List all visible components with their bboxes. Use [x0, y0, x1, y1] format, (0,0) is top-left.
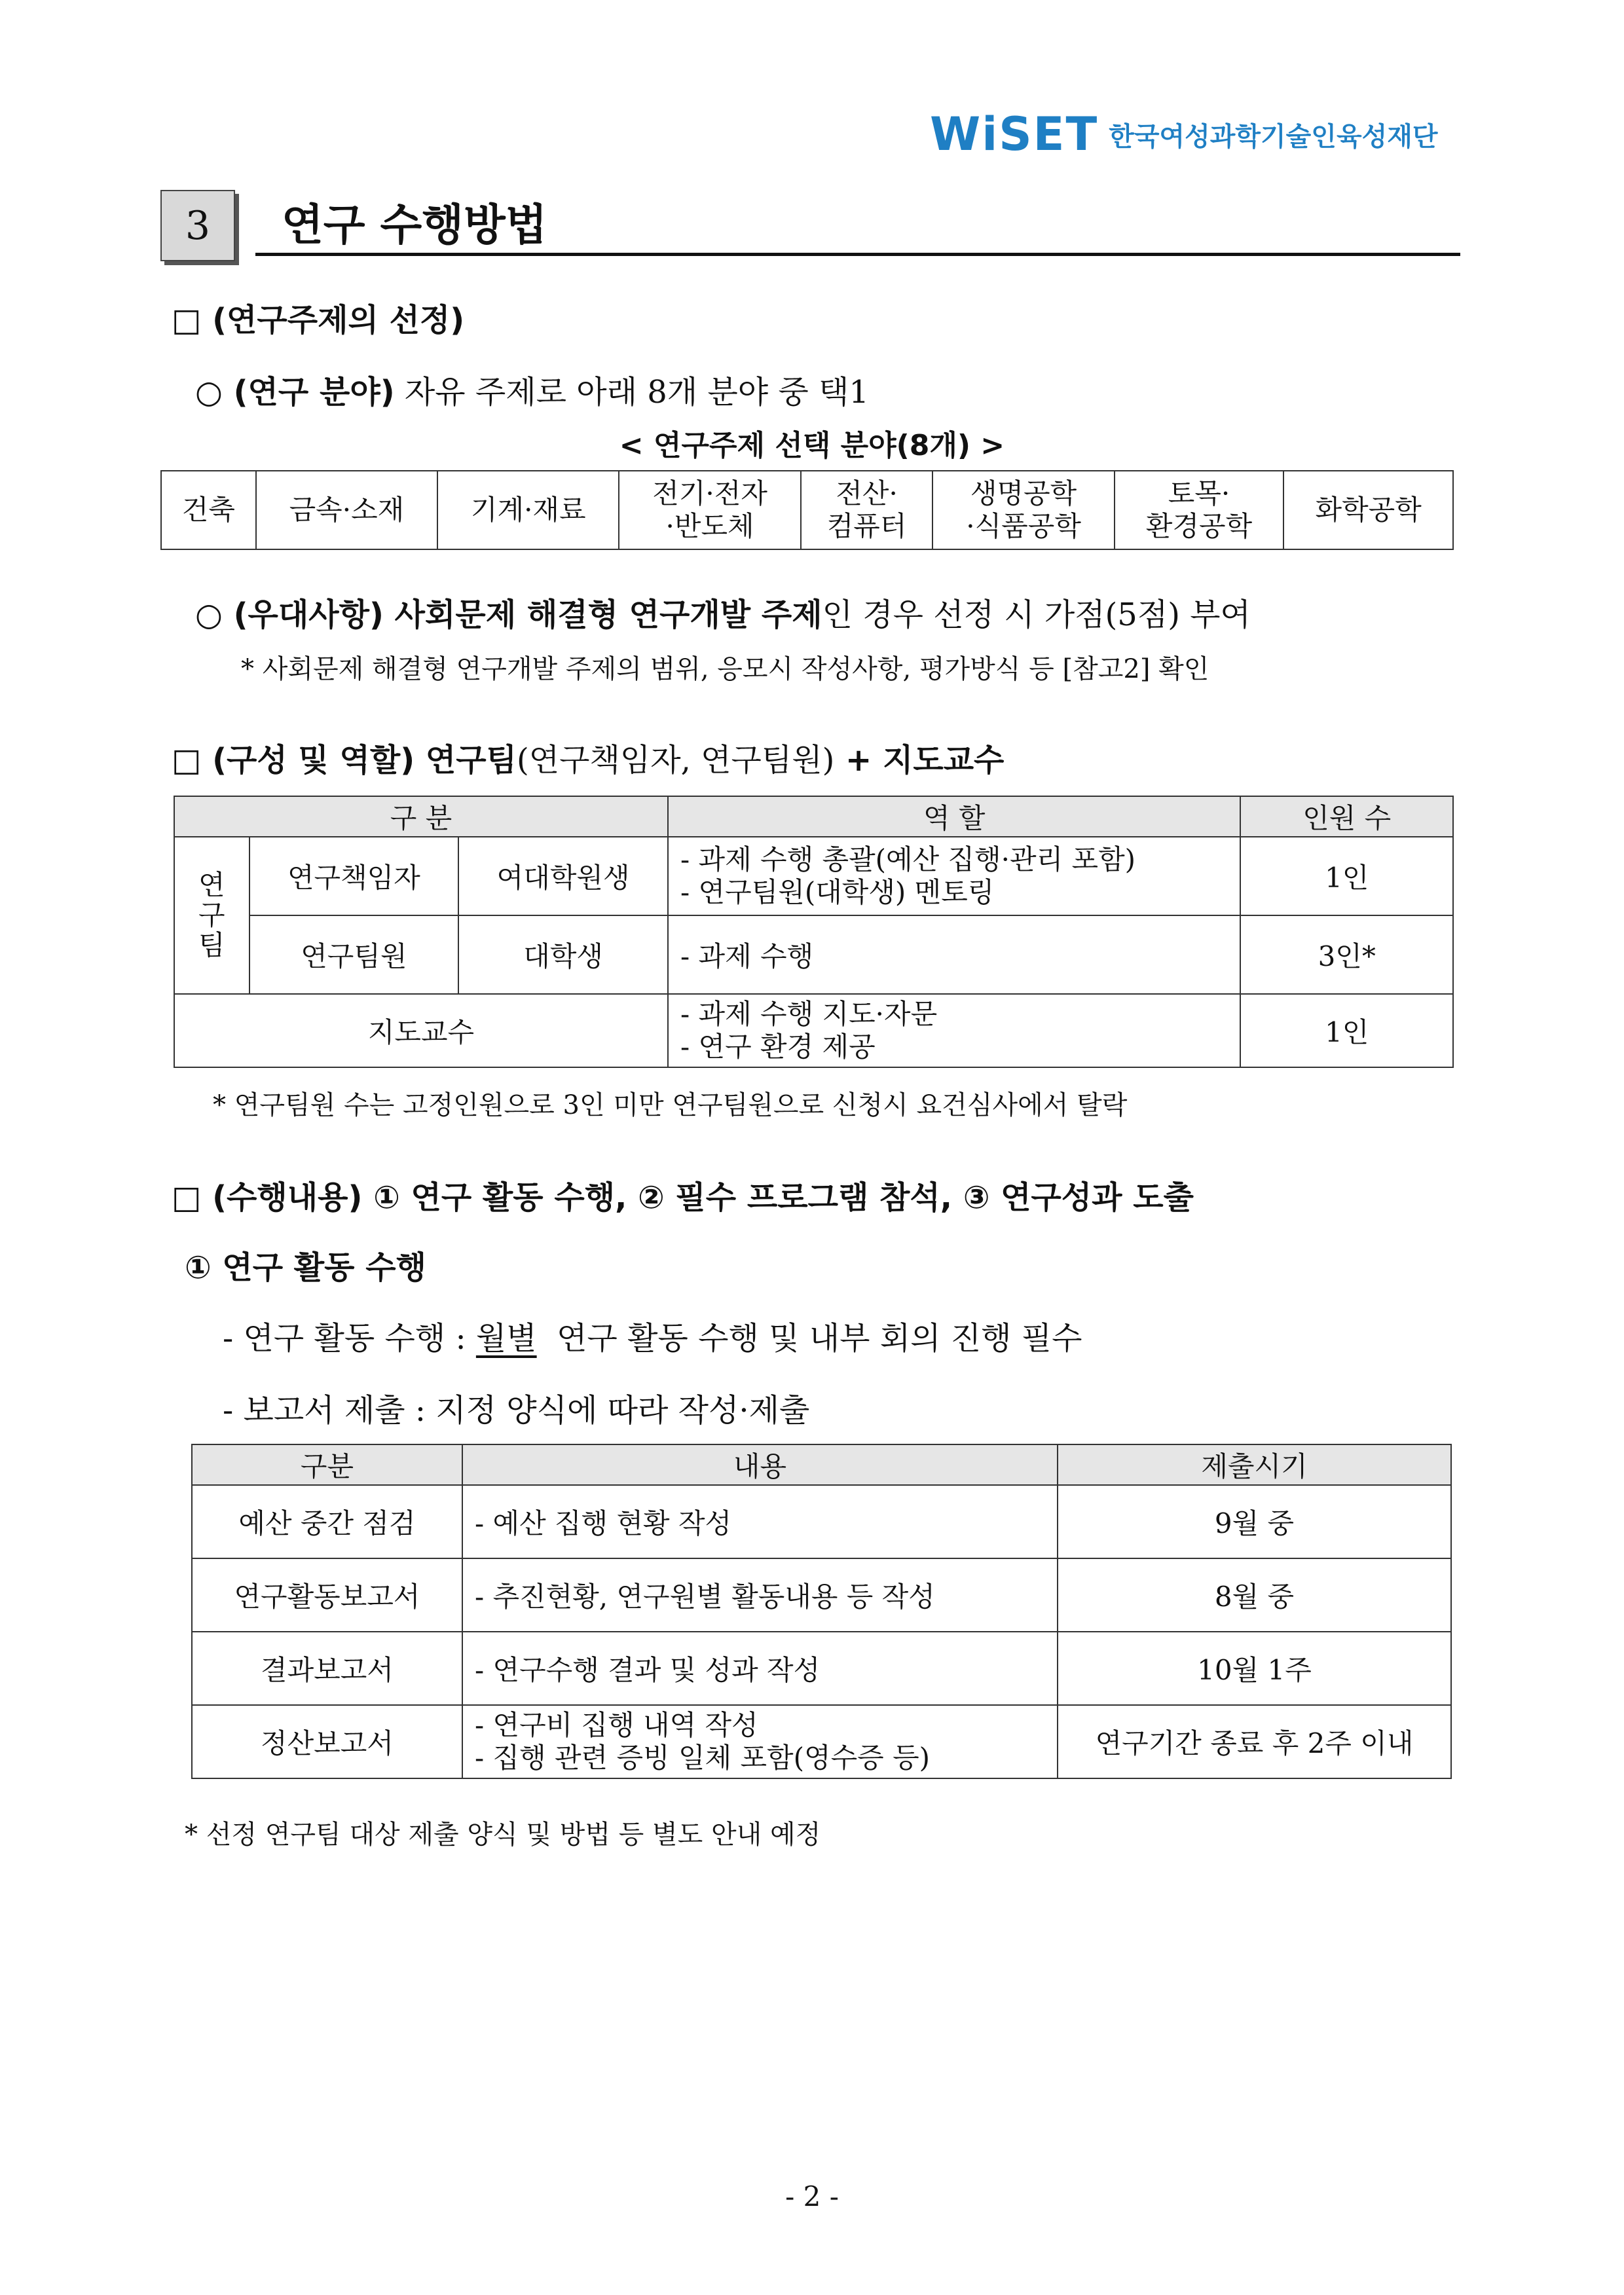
team-duties	[668, 994, 1240, 1067]
team-table	[174, 796, 1454, 1068]
team-row-member	[174, 915, 1453, 994]
field-cell: 화학공학	[1283, 471, 1453, 549]
logo-text: 한국여성과학기술인육성재단	[1109, 121, 1438, 152]
report-kind: 연구활동보고서	[192, 1558, 462, 1632]
field-cell: 토목· 환경공학	[1115, 471, 1284, 549]
team-duties	[668, 915, 1240, 994]
report-kind: 결과보고서	[192, 1632, 462, 1705]
field-cell: 기계·재료	[437, 471, 619, 549]
report-row	[192, 1485, 1451, 1558]
team-table-header	[174, 796, 1453, 837]
page-number: - 2 -	[785, 2180, 839, 2212]
activity-prefix: - 연구 활동 수행 :	[223, 1320, 476, 1357]
report-kind: 정산보고서	[192, 1705, 462, 1778]
field-cell: 생명공학 ·식품공학	[932, 471, 1114, 549]
field-bullet-text: 자유 주제로 아래 8개 분야 중 택1	[394, 374, 869, 411]
wiset-logo	[930, 108, 1438, 160]
topic-heading: □ (연구주제의 선정)	[172, 302, 465, 339]
bonus-bullet	[195, 589, 1251, 634]
team-count: 1인	[1240, 994, 1453, 1067]
report-header-content: 내용	[462, 1444, 1058, 1485]
activity-monthly: 월별	[475, 1320, 537, 1357]
report-table	[191, 1444, 1452, 1779]
report-content	[462, 1632, 1058, 1705]
report-content	[462, 1485, 1058, 1558]
report-table-header	[192, 1444, 1451, 1485]
logo-mark: WiSET	[930, 107, 1099, 161]
team-group-label: 연 구 팀	[174, 837, 249, 994]
duty-line: - 과제 수행 총괄(예산 집행·관리 포함)	[680, 843, 1136, 875]
section-number: 3	[160, 190, 235, 261]
team-header-role: 역 할	[668, 796, 1240, 837]
activity-rest: 연구 활동 수행 및 내부 회의 진행 필수	[536, 1320, 1082, 1357]
team-duties	[668, 837, 1240, 915]
execution-heading: □ (수행내용) ① 연구 활동 수행, ② 필수 프로그램 참석, ③ 연구성과 도출	[172, 1179, 1194, 1216]
field-cell: 전산· 컴퓨터	[801, 471, 933, 549]
report-kind: 예산 중간 점검	[192, 1485, 462, 1558]
duty-line: - 연구팀원(대학생) 멘토링	[680, 876, 995, 908]
fields-row	[161, 471, 1453, 549]
duty-line: - 연구 환경 제공	[680, 1031, 876, 1063]
content-line: - 연구비 집행 내역 작성	[474, 1708, 758, 1741]
report-row	[192, 1705, 1451, 1778]
field-bullet-label: ○ (연구 분야)	[195, 374, 395, 411]
team-row-advisor	[174, 994, 1453, 1067]
team-count: 1인	[1240, 837, 1453, 915]
team-role: 연구팀원	[249, 915, 459, 994]
team-header-division: 구 분	[174, 796, 668, 837]
content-line: - 연구수행 결과 및 성과 작성	[474, 1654, 821, 1686]
team-heading-members: (연구책임자, 연구팀원)	[517, 742, 835, 779]
section-underline	[255, 253, 1460, 256]
bonus-bullet-text: 인 경우 선정 시 가점(5점) 부여	[822, 597, 1251, 633]
report-header-when: 제출시기	[1058, 1444, 1451, 1485]
content-line: - 예산 집행 현황 작성	[474, 1507, 732, 1539]
field-bullet	[195, 367, 869, 412]
field-cell: 건축	[161, 471, 256, 549]
team-role: 연구책임자	[249, 837, 459, 915]
execution-item-report: - 보고서 제출 : 지정 양식에 따라 작성·제출	[223, 1392, 810, 1429]
report-header-kind: 구분	[192, 1444, 462, 1485]
team-heading	[172, 735, 1004, 780]
report-when: 10월 1주	[1058, 1632, 1451, 1705]
team-type: 대학생	[458, 915, 668, 994]
report-content	[462, 1705, 1058, 1778]
content-line: - 추진현황, 연구원별 활동내용 등 작성	[474, 1581, 935, 1613]
report-row	[192, 1632, 1451, 1705]
field-cell: 금속·소재	[256, 471, 437, 549]
bonus-note: * 사회문제 해결형 연구개발 주제의 범위, 응모시 작성사항, 평가방식 등 [참고2] 확인	[241, 654, 1209, 684]
report-when: 8월 중	[1058, 1558, 1451, 1632]
execution-subheading: ① 연구 활동 수행	[185, 1249, 426, 1286]
execution-note: * 선정 연구팀 대상 제출 양식 및 방법 등 별도 안내 예정	[185, 1820, 821, 1850]
team-header-count: 인원 수	[1240, 796, 1453, 837]
fields-table	[160, 470, 1454, 550]
report-when: 9월 중	[1058, 1485, 1451, 1558]
team-type: 여대학원생	[458, 837, 668, 915]
fields-table-caption: < 연구주제 선택 분야(8개) >	[619, 429, 1005, 462]
field-cell: 전기·전자 ·반도체	[619, 471, 800, 549]
team-count: 3인*	[1240, 915, 1453, 994]
report-row	[192, 1558, 1451, 1632]
team-role: 지도교수	[174, 994, 668, 1067]
duty-line: - 과제 수행 지도·자문	[680, 997, 938, 1030]
team-heading-label: □ (구성 및 역할) 연구팀	[172, 742, 517, 779]
content-line: - 집행 관련 증빙 일체 포함(영수증 등)	[474, 1742, 931, 1774]
team-row-leader	[174, 837, 1453, 915]
execution-item-activity	[223, 1313, 1082, 1358]
section-title: 연구 수행방법	[282, 200, 547, 250]
team-note: * 연구팀원 수는 고정인원으로 3인 미만 연구팀원으로 신청시 요건심사에서 탈락	[213, 1090, 1128, 1120]
report-content	[462, 1558, 1058, 1632]
report-when: 연구기간 종료 후 2주 이내	[1058, 1705, 1451, 1778]
team-heading-advisor: + 지도교수	[834, 742, 1005, 779]
duty-line: - 과제 수행	[680, 940, 814, 972]
bonus-bullet-label: ○ (우대사항) 사회문제 해결형 연구개발 주제	[195, 597, 822, 633]
